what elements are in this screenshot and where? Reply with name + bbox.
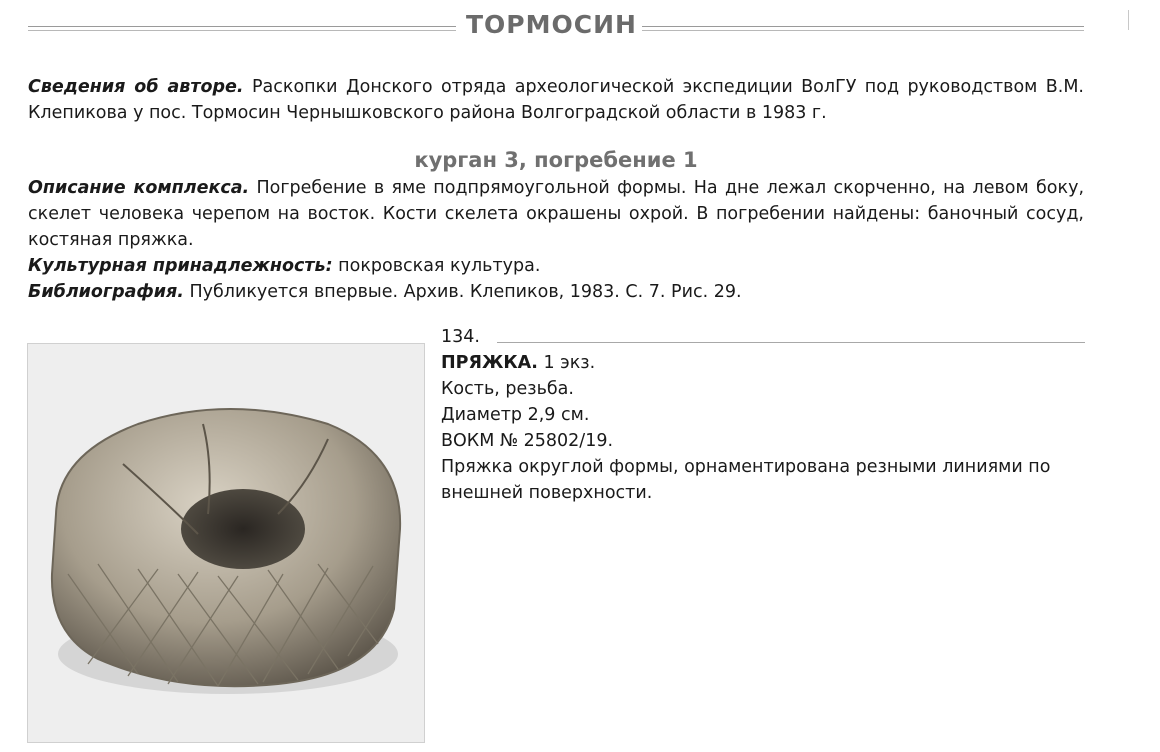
item-description: Пряжка округлой формы, орнаментирована резными линиями по внешней поверхности.	[441, 457, 1051, 503]
bibliography-label: Библиография.	[28, 282, 184, 302]
catalog-entry	[441, 324, 1085, 506]
complex-paragraph	[28, 175, 1084, 253]
author-text: Раскопки Донского отряда археологической экспедиции ВолГУ под руководством В.М. Клепикова у пос. Тормосин Чернышковского района Волгоградской области в 1983 г.	[28, 77, 1084, 123]
complex-label: Описание комплекса.	[28, 178, 250, 198]
culture-label: Культурная принадлежность:	[28, 256, 333, 276]
bibliography-paragraph	[28, 279, 1084, 305]
item-size: Диаметр 2,9 см.	[441, 405, 590, 425]
item-inventory: ВОКМ № 25802/19.	[441, 431, 614, 451]
culture-text: покровская культура.	[332, 256, 541, 276]
culture-paragraph	[28, 253, 1084, 279]
author-paragraph	[28, 74, 1084, 126]
bibliography-text: Публикуется впервые. Архив. Клепиков, 1983. С. 7. Рис. 29.	[183, 282, 742, 302]
entry-number-rule	[497, 342, 1085, 343]
page-header	[28, 6, 1084, 46]
entry-number: 134.	[441, 327, 480, 347]
author-label: Сведения об авторе.	[28, 77, 244, 97]
item-material: Кость, резьба.	[441, 379, 574, 399]
header-rule-right	[642, 26, 1084, 27]
section-title: курган 3, погребение 1	[414, 148, 698, 172]
header-rule-left	[28, 26, 456, 27]
item-name: ПРЯЖКА.	[441, 353, 538, 373]
bone-buckle-image	[28, 344, 424, 742]
entry-number-row	[441, 324, 1085, 350]
complex-text: Погребение в яме подпрямоугольной формы. На дне лежал скорченно, на левом боку, скелет человека черепом на восток. Кости скелета окрашены охрой. В погребении найдены: баночный сосуд, костяная пряжка.	[28, 178, 1085, 250]
item-count: 1 экз.	[537, 353, 596, 373]
page-title: ТОРМОСИН	[466, 10, 637, 39]
artifact-photo	[27, 343, 425, 743]
item-title-line	[441, 350, 1085, 376]
margin-mark	[1128, 10, 1135, 30]
